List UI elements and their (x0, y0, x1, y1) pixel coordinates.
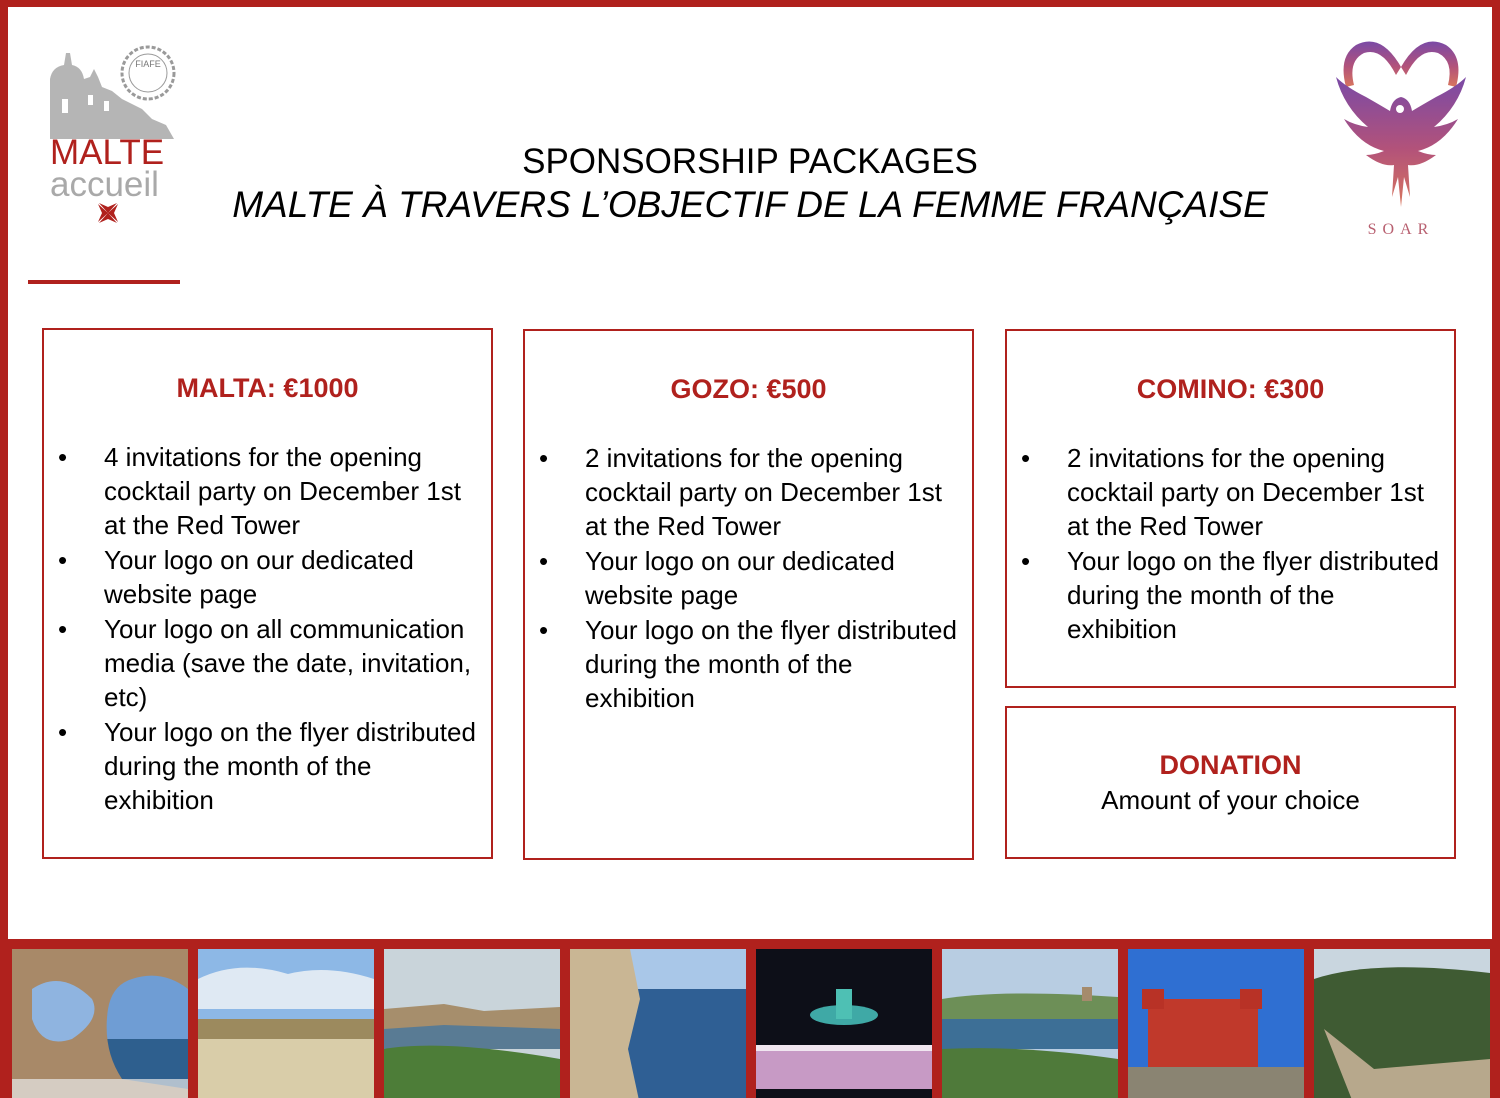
photo-strip (8, 939, 1492, 1098)
soar-logo (1326, 27, 1476, 237)
benefit-item (58, 612, 478, 714)
benefit-text: Your logo on the flyer distributed during the month of the exhibition (585, 615, 957, 713)
benefit-text: Your logo on our dedicated website page (585, 546, 895, 610)
photo-countryside-walls (1314, 949, 1490, 1098)
package-card-gozo (523, 329, 974, 860)
bullet: • (58, 717, 68, 747)
title-line-2: MALTE À TRAVERS L’OBJECTIF DE LA FEMME FRANÇAISE (232, 184, 1268, 225)
logo-word-accueil: accueil (50, 165, 159, 204)
bullet: • (58, 545, 68, 575)
benefit-item (58, 543, 478, 611)
accent-rule (28, 280, 180, 284)
page-title (8, 142, 1492, 226)
photo-night-fountain (756, 949, 932, 1098)
bullet: • (1021, 443, 1031, 473)
title-line-1: SPONSORSHIP PACKAGES (522, 142, 978, 181)
bullet: • (539, 546, 549, 576)
benefit-text: 2 invitations for the opening cocktail party on December 1st at the Red Tower (585, 443, 942, 541)
benefit-item (58, 440, 478, 542)
fiafe-badge-label: FIAFE (135, 59, 161, 69)
benefit-text: Your logo on the flyer distributed during the month of the exhibition (104, 717, 476, 815)
donation-title: DONATION (1159, 750, 1302, 780)
photo-coast-cliffs (384, 949, 560, 1098)
benefit-text: Your logo on the flyer distributed during the month of the exhibition (1067, 546, 1439, 644)
bullet: • (539, 615, 549, 645)
benefit-item (58, 715, 478, 817)
photo-red-tower (1128, 949, 1304, 1098)
benefit-text: Your logo on our dedicated website page (104, 545, 414, 609)
bullet: • (539, 443, 549, 473)
photo-sea-cliff (570, 949, 746, 1098)
logo-word-malte: MALTE (50, 133, 165, 172)
benefit-text: Your logo on all communication media (save the date, invitation, etc) (104, 614, 472, 712)
benefit-item (539, 544, 959, 612)
bullet: • (1021, 546, 1031, 576)
benefit-list (539, 441, 959, 716)
package-title: GOZO: €500 (670, 374, 827, 404)
fiafe-badge-icon (118, 43, 178, 103)
photo-bay-tower (942, 949, 1118, 1098)
donation-subtitle: Amount of your choice (1101, 785, 1360, 815)
photo-beach (198, 949, 374, 1098)
benefit-list (58, 440, 478, 818)
package-card-comino (1005, 329, 1456, 688)
benefit-text: 4 invitations for the opening cocktail party on December 1st at the Red Tower (104, 442, 461, 540)
phoenix-heart-icon (1326, 27, 1476, 217)
benefit-item (1021, 544, 1441, 646)
donation-card (1005, 706, 1456, 859)
benefit-item (539, 441, 959, 543)
benefit-text: 2 invitations for the opening cocktail party on December 1st at the Red Tower (1067, 443, 1424, 541)
benefit-item (539, 613, 959, 715)
photo-rock-arch (12, 949, 188, 1098)
benefit-list (1021, 441, 1441, 647)
soar-wordmark: SOAR (1367, 221, 1435, 238)
package-title: COMINO: €300 (1136, 374, 1325, 404)
package-title: MALTA: €1000 (176, 373, 359, 403)
bullet: • (58, 614, 68, 644)
package-card-malta (42, 328, 493, 859)
bullet: • (58, 442, 68, 472)
benefit-item (1021, 441, 1441, 543)
